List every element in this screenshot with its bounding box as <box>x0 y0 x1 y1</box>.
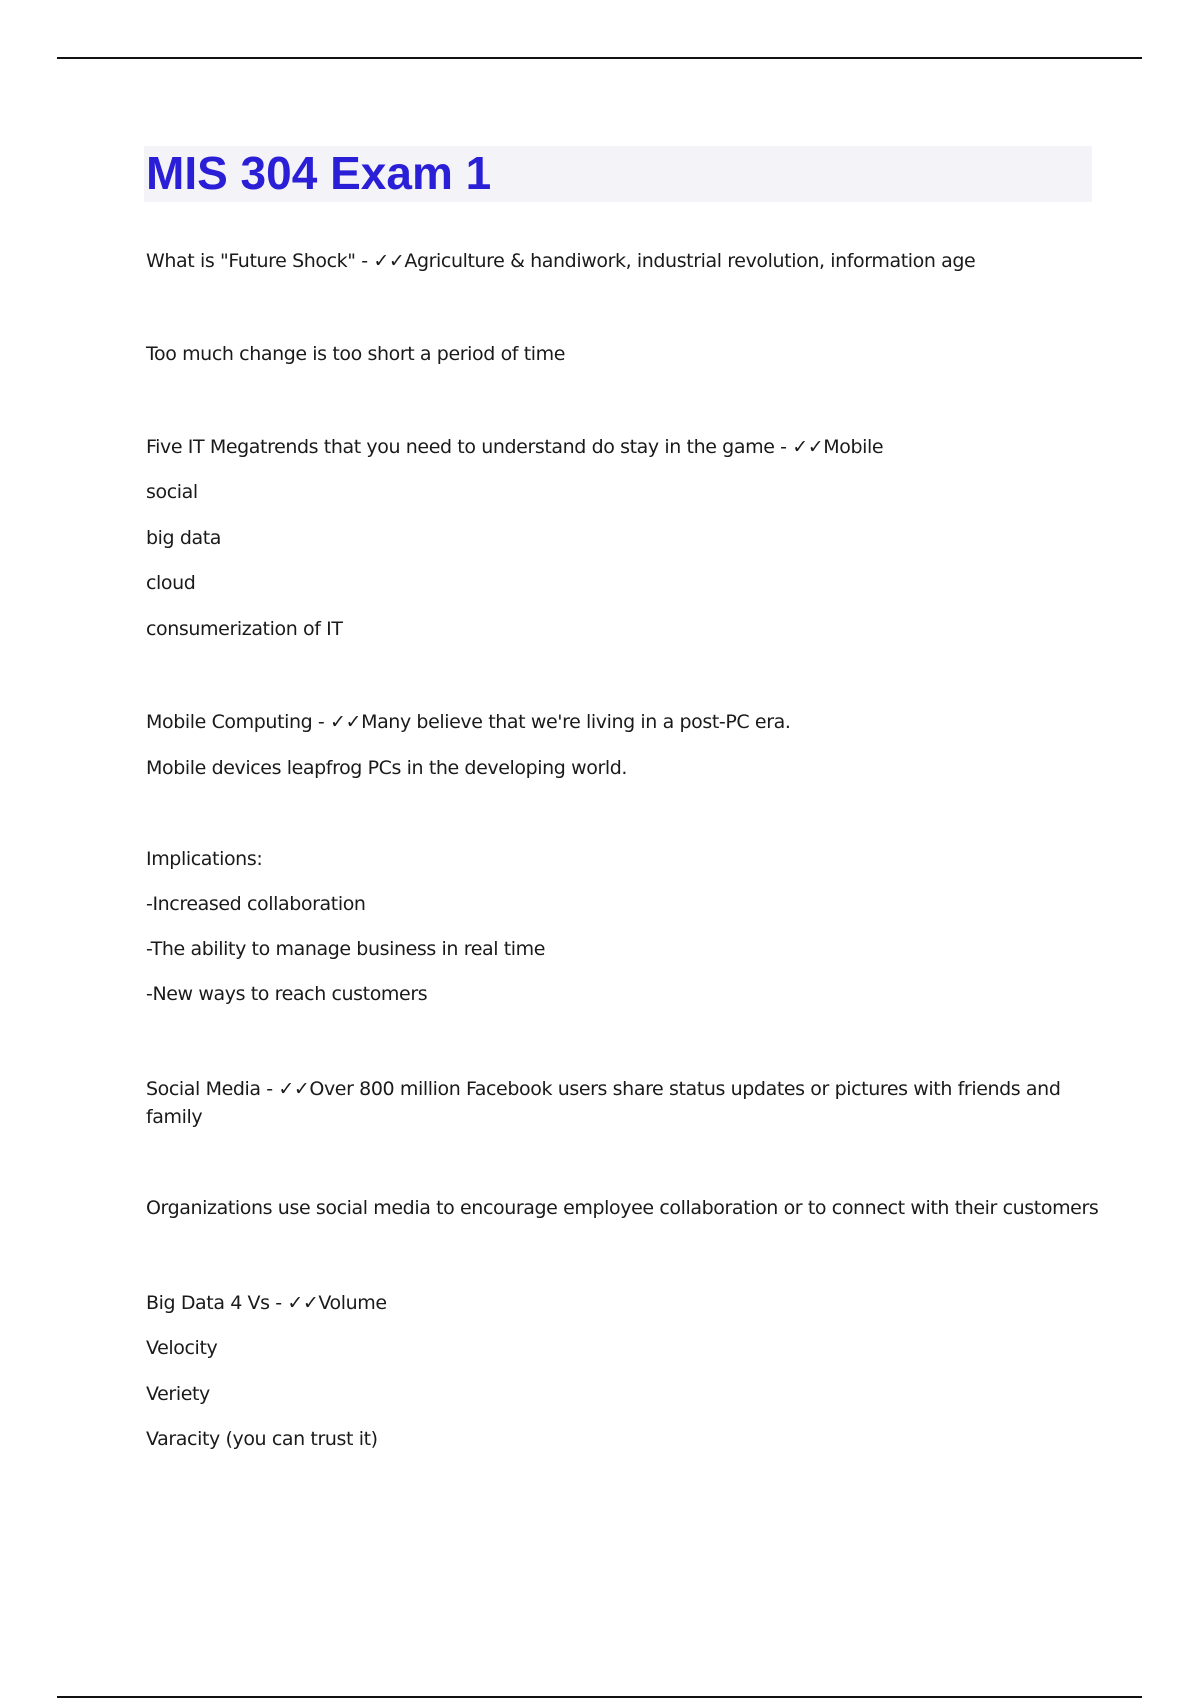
text-line: -New ways to reach customers <box>146 983 428 1005</box>
qa-big-data: Big Data 4 Vs - ✓✓Volume <box>146 1292 387 1314</box>
text-line: social <box>146 481 198 503</box>
text-line: big data <box>146 527 222 549</box>
document-title: MIS 304 Exam 1 <box>146 147 492 199</box>
qa-future-shock: What is "Future Shock" - ✓✓Agriculture & handiwork, industrial revolution, information age <box>146 250 976 272</box>
text-line: Veriety <box>146 1383 210 1405</box>
text-line: consumerization of IT <box>146 618 343 640</box>
text-line: Organizations use social media to encourage employee collaboration or to connect with their customers <box>146 1197 1099 1219</box>
qa-mobile-computing: Mobile Computing - ✓✓Many believe that we're living in a post-PC era. <box>146 711 791 733</box>
qa-it-megatrends: Five IT Megatrends that you need to understand do stay in the game - ✓✓Mobile <box>146 436 884 458</box>
text-line: Velocity <box>146 1337 218 1359</box>
qa-social-media: Social Media - ✓✓Over 800 million Facebook users share status updates or pictures with friends and family <box>146 1078 1061 1128</box>
text-line: Implications: <box>146 848 263 870</box>
text-line: Mobile devices leapfrog PCs in the developing world. <box>146 757 628 779</box>
top-divider <box>57 57 1142 59</box>
bottom-divider <box>57 1696 1142 1698</box>
text-line: Too much change is too short a period of time <box>146 343 566 365</box>
text-line: Varacity (you can trust it) <box>146 1428 378 1450</box>
text-line: -The ability to manage business in real time <box>146 938 546 960</box>
text-line: cloud <box>146 572 196 594</box>
text-line: -Increased collaboration <box>146 893 366 915</box>
